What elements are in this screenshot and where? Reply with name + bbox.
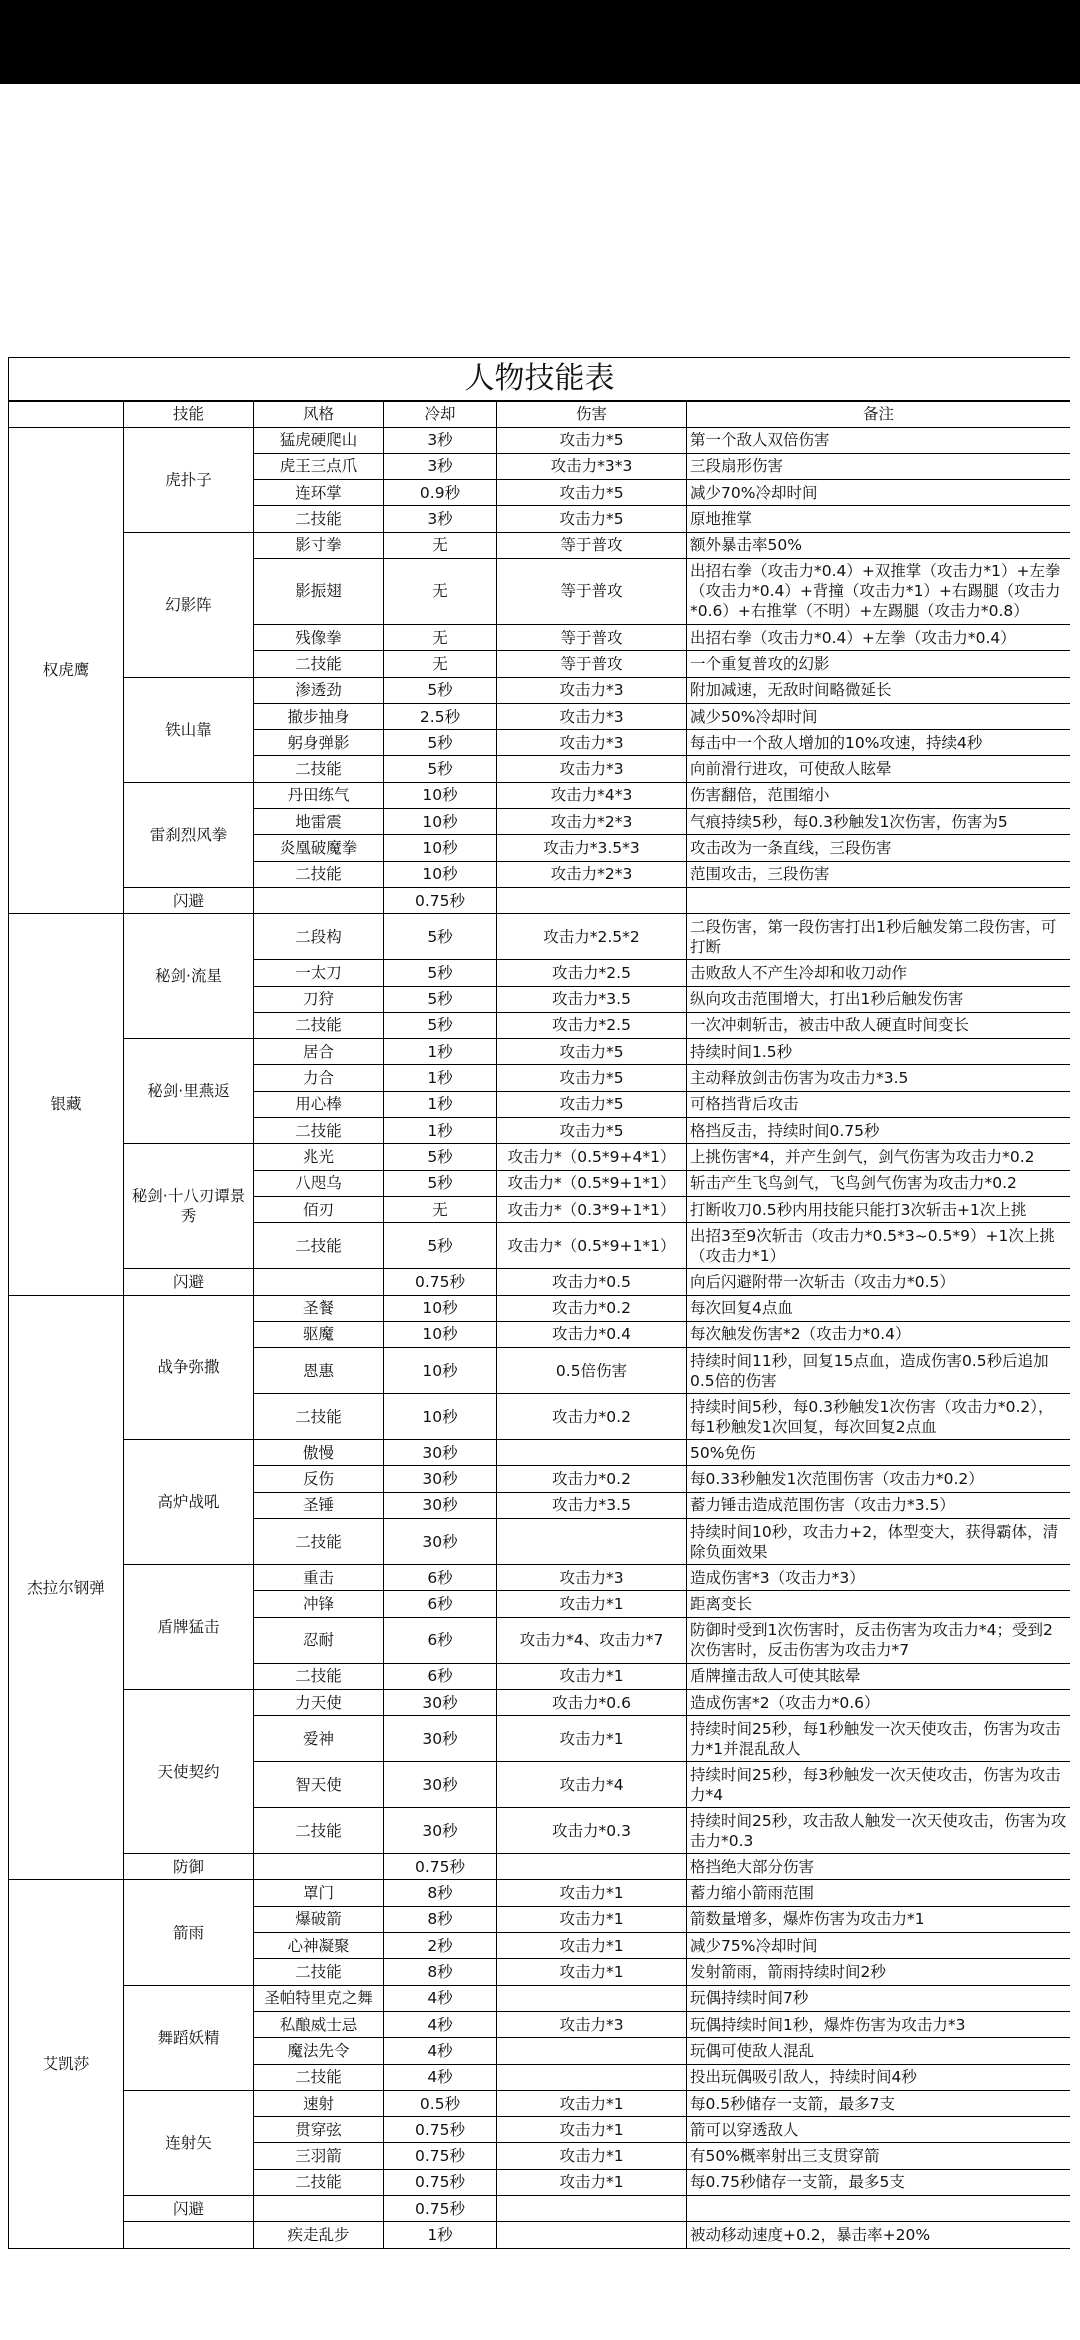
- table-row: [9, 677, 1071, 703]
- damage-cell: 攻击力*2.5: [497, 960, 687, 986]
- note-cell: 减少75%冷却时间: [687, 1933, 1071, 1959]
- style-cell: 二技能: [254, 1959, 384, 1985]
- cooldown-cell: 30秒: [384, 1492, 497, 1518]
- damage-cell: 攻击力*5: [497, 1091, 687, 1117]
- style-cell: [254, 887, 384, 913]
- cooldown-cell: 无: [384, 651, 497, 677]
- cooldown-cell: 10秒: [384, 809, 497, 835]
- damage-cell: 攻击力*（0.5*9+1*1）: [497, 1223, 687, 1269]
- style-cell: 忍耐: [254, 1617, 384, 1663]
- note-cell: 气痕持续5秒，每0.3秒触发1次伤害，伤害为5: [687, 809, 1071, 835]
- style-cell: 二技能: [254, 1012, 384, 1038]
- note-cell: 距离变长: [687, 1591, 1071, 1617]
- note-cell: 向后闪避附带一次斩击（攻击力*0.5）: [687, 1269, 1071, 1295]
- note-cell: 原地推掌: [687, 506, 1071, 532]
- note-cell: 玩偶可使敌人混乱: [687, 2038, 1071, 2064]
- table-row: [9, 1880, 1071, 1906]
- style-cell: 佰刃: [254, 1196, 384, 1222]
- style-cell: 重击: [254, 1565, 384, 1591]
- cooldown-cell: 30秒: [384, 1716, 497, 1762]
- table-row: [9, 1269, 1071, 1295]
- style-cell: 虎王三点爪: [254, 453, 384, 479]
- style-cell: 二技能: [254, 861, 384, 887]
- note-cell: [687, 887, 1071, 913]
- note-cell: 纵向攻击范围增大，打出1秒后触发伤害: [687, 986, 1071, 1012]
- cooldown-cell: 0.5秒: [384, 2090, 497, 2116]
- damage-cell: 攻击力*0.2: [497, 1466, 687, 1492]
- style-cell: 二技能: [254, 1118, 384, 1144]
- style-cell: 傲慢: [254, 1440, 384, 1466]
- note-cell: 主动释放剑击伤害为攻击力*3.5: [687, 1065, 1071, 1091]
- note-cell: 投出玩偶吸引敌人，持续时间4秒: [687, 2064, 1071, 2090]
- cooldown-cell: 4秒: [384, 2011, 497, 2037]
- style-cell: 反伤: [254, 1466, 384, 1492]
- note-cell: 玩偶持续时间1秒，爆炸伤害为攻击力*3: [687, 2011, 1071, 2037]
- table-row: [9, 1854, 1071, 1880]
- damage-cell: 攻击力*1: [497, 2169, 687, 2195]
- cooldown-cell: 2.5秒: [384, 703, 497, 729]
- note-cell: 格挡绝大部分伤害: [687, 1854, 1071, 1880]
- cooldown-cell: 5秒: [384, 960, 497, 986]
- damage-cell: 攻击力*2*3: [497, 809, 687, 835]
- skill-name-cell: 秘剑·十八刃谭景秀: [124, 1144, 254, 1269]
- skill-name-cell: 高炉战吼: [124, 1440, 254, 1565]
- style-cell: 力合: [254, 1065, 384, 1091]
- style-cell: 地雷震: [254, 809, 384, 835]
- damage-cell: 攻击力*1: [497, 1716, 687, 1762]
- style-cell: [254, 1854, 384, 1880]
- damage-cell: 攻击力*1: [497, 1663, 687, 1689]
- style-cell: 二段构: [254, 914, 384, 960]
- damage-cell: 攻击力*（0.3*9+1*1）: [497, 1196, 687, 1222]
- cooldown-cell: 0.75秒: [384, 2117, 497, 2143]
- cooldown-cell: 3秒: [384, 506, 497, 532]
- title-row: [9, 358, 1071, 402]
- note-cell: 附加减速，无敌时间略微延长: [687, 677, 1071, 703]
- damage-cell: 攻击力*0.6: [497, 1689, 687, 1715]
- cooldown-cell: 4秒: [384, 2038, 497, 2064]
- damage-cell: [497, 2222, 687, 2248]
- damage-cell: [497, 1519, 687, 1565]
- cooldown-cell: 30秒: [384, 1762, 497, 1808]
- cooldown-cell: 1秒: [384, 1118, 497, 1144]
- damage-cell: 攻击力*5: [497, 480, 687, 506]
- note-cell: 伤害翻倍，范围缩小: [687, 782, 1071, 808]
- damage-cell: 攻击力*3.5: [497, 1492, 687, 1518]
- style-cell: 用心棒: [254, 1091, 384, 1117]
- cooldown-cell: 5秒: [384, 730, 497, 756]
- note-cell: 打断收刀0.5秒内用技能只能打3次斩击+1次上挑: [687, 1196, 1071, 1222]
- cooldown-cell: 10秒: [384, 1394, 497, 1440]
- note-cell: 出招右拳（攻击力*0.4）+双推掌（攻击力*1）+左拳（攻击力*0.4）+背撞（攻击力*1）+右踢腿（攻击力*0.6）+右推掌（不明）+左踢腿（攻击力*0.8）: [687, 558, 1071, 624]
- skill-name-cell: 舞蹈妖精: [124, 1985, 254, 2090]
- cooldown-cell: 5秒: [384, 677, 497, 703]
- style-cell: 力天使: [254, 1689, 384, 1715]
- style-cell: 八咫乌: [254, 1170, 384, 1196]
- style-cell: 二技能: [254, 756, 384, 782]
- style-cell: 兆光: [254, 1144, 384, 1170]
- damage-cell: [497, 1440, 687, 1466]
- damage-cell: 攻击力*3: [497, 730, 687, 756]
- table-row: [9, 914, 1071, 960]
- style-cell: 刀狩: [254, 986, 384, 1012]
- damage-cell: 攻击力*5: [497, 427, 687, 453]
- damage-cell: [497, 1985, 687, 2011]
- header-style: 风格: [254, 401, 384, 427]
- cooldown-cell: 6秒: [384, 1591, 497, 1617]
- cooldown-cell: 30秒: [384, 1808, 497, 1854]
- damage-cell: 攻击力*1: [497, 1933, 687, 1959]
- table-row: [9, 1295, 1071, 1321]
- damage-cell: 攻击力*4*3: [497, 782, 687, 808]
- cooldown-cell: 10秒: [384, 782, 497, 808]
- note-cell: 持续时间25秒，攻击敌人触发一次天使攻击，伤害为攻击力*0.3: [687, 1808, 1071, 1854]
- cooldown-cell: 10秒: [384, 1348, 497, 1394]
- cooldown-cell: 1秒: [384, 1039, 497, 1065]
- damage-cell: 攻击力*3: [497, 756, 687, 782]
- damage-cell: 攻击力*1: [497, 1591, 687, 1617]
- cooldown-cell: 10秒: [384, 835, 497, 861]
- skill-name-cell: 闪避: [124, 887, 254, 913]
- style-cell: 二技能: [254, 1808, 384, 1854]
- style-cell: 影寸拳: [254, 532, 384, 558]
- skill-name-cell: 防御: [124, 1854, 254, 1880]
- skill-name-cell: 闪避: [124, 2196, 254, 2222]
- damage-cell: 攻击力*4、攻击力*7: [497, 1617, 687, 1663]
- table-row: [9, 2222, 1071, 2248]
- header-cooldown: 冷却: [384, 401, 497, 427]
- damage-cell: 攻击力*3*3: [497, 453, 687, 479]
- note-cell: 一次冲刺斩击，被击中敌人硬直时间变长: [687, 1012, 1071, 1038]
- note-cell: 发射箭雨，箭雨持续时间2秒: [687, 1959, 1071, 1985]
- cooldown-cell: 2秒: [384, 1933, 497, 1959]
- table-row: [9, 1689, 1071, 1715]
- character-name-cell: 杰拉尔钢弹: [9, 1295, 124, 1880]
- style-cell: 撤步抽身: [254, 703, 384, 729]
- damage-cell: 攻击力*0.3: [497, 1808, 687, 1854]
- note-cell: 减少50%冷却时间: [687, 703, 1071, 729]
- cooldown-cell: 30秒: [384, 1689, 497, 1715]
- style-cell: 残像拳: [254, 624, 384, 650]
- damage-cell: 攻击力*0.5: [497, 1269, 687, 1295]
- note-cell: 防御时受到1次伤害时，反击伤害为攻击力*4；受到2次伤害时，反击伤害为攻击力*7: [687, 1617, 1071, 1663]
- cooldown-cell: 0.75秒: [384, 2169, 497, 2195]
- damage-cell: 攻击力*0.2: [497, 1394, 687, 1440]
- damage-cell: [497, 1854, 687, 1880]
- style-cell: 二技能: [254, 1663, 384, 1689]
- table-row: [9, 1039, 1071, 1065]
- skill-name-cell: 秘剑·流星: [124, 914, 254, 1039]
- style-cell: 二技能: [254, 506, 384, 532]
- table-row: [9, 887, 1071, 913]
- note-cell: 50%免伤: [687, 1440, 1071, 1466]
- damage-cell: 等于普攻: [497, 558, 687, 624]
- damage-cell: 攻击力*2.5*2: [497, 914, 687, 960]
- cooldown-cell: 1秒: [384, 1091, 497, 1117]
- style-cell: 炎凰破魔拳: [254, 835, 384, 861]
- note-cell: 每0.75秒储存一支箭，最多5支: [687, 2169, 1071, 2195]
- style-cell: 私酿威士忌: [254, 2011, 384, 2037]
- cooldown-cell: 0.75秒: [384, 1854, 497, 1880]
- top-black-bar: [0, 0, 1080, 84]
- skill-name-cell: 幻影阵: [124, 532, 254, 677]
- style-cell: 一太刀: [254, 960, 384, 986]
- note-cell: 每次触发伤害*2（攻击力*0.4）: [687, 1321, 1071, 1347]
- skill-name-cell: 雷刹烈风拳: [124, 782, 254, 887]
- damage-cell: [497, 887, 687, 913]
- note-cell: 攻击改为一条直线，三段伤害: [687, 835, 1071, 861]
- note-cell: 持续时间11秒，回复15点血，造成伤害0.5秒后追加0.5倍的伤害: [687, 1348, 1071, 1394]
- cooldown-cell: 3秒: [384, 427, 497, 453]
- cooldown-cell: 1秒: [384, 1065, 497, 1091]
- damage-cell: 攻击力*4: [497, 1762, 687, 1808]
- cooldown-cell: 30秒: [384, 1466, 497, 1492]
- cooldown-cell: 5秒: [384, 756, 497, 782]
- cooldown-cell: 5秒: [384, 1223, 497, 1269]
- style-cell: 三羽箭: [254, 2143, 384, 2169]
- damage-cell: 攻击力*5: [497, 1118, 687, 1144]
- table-row: [9, 427, 1071, 453]
- note-cell: 蓄力锤击造成范围伤害（攻击力*3.5）: [687, 1492, 1071, 1518]
- cooldown-cell: 0.75秒: [384, 1269, 497, 1295]
- note-cell: 每击中一个敌人增加的10%攻速，持续4秒: [687, 730, 1071, 756]
- cooldown-cell: 8秒: [384, 1906, 497, 1932]
- damage-cell: 攻击力*3: [497, 2011, 687, 2037]
- damage-cell: 攻击力*1: [497, 1906, 687, 1932]
- note-cell: 持续时间25秒，每3秒触发一次天使攻击，伤害为攻击力*4: [687, 1762, 1071, 1808]
- note-cell: 三段扇形伤害: [687, 453, 1071, 479]
- note-cell: 上挑伤害*4，并产生剑气，剑气伤害为攻击力*0.2: [687, 1144, 1071, 1170]
- cooldown-cell: 5秒: [384, 1144, 497, 1170]
- table-row: [9, 1565, 1071, 1591]
- style-cell: 二技能: [254, 2169, 384, 2195]
- header-damage: 伤害: [497, 401, 687, 427]
- style-cell: 丹田练气: [254, 782, 384, 808]
- header-notes: 备注: [687, 401, 1071, 427]
- cooldown-cell: 无: [384, 624, 497, 650]
- note-cell: 出招3至9次斩击（攻击力*0.5*3~0.5*9）+1次上挑（攻击力*1）: [687, 1223, 1071, 1269]
- note-cell: 持续时间5秒，每0.3秒触发1次伤害（攻击力*0.2），每1秒触发1次回复，每次回复2点血: [687, 1394, 1071, 1440]
- character-name-cell: 权虎鹰: [9, 427, 124, 914]
- damage-cell: 0.5倍伤害: [497, 1348, 687, 1394]
- note-cell: 范围攻击，三段伤害: [687, 861, 1071, 887]
- damage-cell: 攻击力*2.5: [497, 1012, 687, 1038]
- damage-cell: 攻击力*3: [497, 677, 687, 703]
- style-cell: 二技能: [254, 1519, 384, 1565]
- note-cell: 持续时间25秒，每1秒触发一次天使攻击，伤害为攻击力*1并混乱敌人: [687, 1716, 1071, 1762]
- cooldown-cell: 无: [384, 558, 497, 624]
- cooldown-cell: 4秒: [384, 2064, 497, 2090]
- damage-cell: 攻击力*（0.5*9+1*1）: [497, 1170, 687, 1196]
- damage-cell: 攻击力*1: [497, 2090, 687, 2116]
- damage-cell: 攻击力*1: [497, 1880, 687, 1906]
- style-cell: 爱神: [254, 1716, 384, 1762]
- style-cell: 猛虎硬爬山: [254, 427, 384, 453]
- cooldown-cell: 4秒: [384, 1985, 497, 2011]
- skill-name-cell: 秘剑·里燕返: [124, 1039, 254, 1144]
- note-cell: 向前滑行进攻，可使敌人眩晕: [687, 756, 1071, 782]
- cooldown-cell: 6秒: [384, 1617, 497, 1663]
- note-cell: 每0.33秒触发1次范围伤害（攻击力*0.2）: [687, 1466, 1071, 1492]
- note-cell: 每0.5秒储存一支箭，最多7支: [687, 2090, 1071, 2116]
- style-cell: 贯穿弦: [254, 2117, 384, 2143]
- cooldown-cell: 5秒: [384, 914, 497, 960]
- style-cell: 圣餐: [254, 1295, 384, 1321]
- note-cell: 持续时间10秒，攻击力+2，体型变大，获得霸体，清除负面效果: [687, 1519, 1071, 1565]
- cooldown-cell: 10秒: [384, 1295, 497, 1321]
- table-title: 人物技能表: [9, 358, 1071, 402]
- skill-name-cell: 连射矢: [124, 2090, 254, 2195]
- damage-cell: 攻击力*5: [497, 1065, 687, 1091]
- character-name-cell: 艾凯莎: [9, 1880, 124, 2248]
- header-skill: 技能: [124, 401, 254, 427]
- note-cell: 盾牌撞击敌人可使其眩晕: [687, 1663, 1071, 1689]
- damage-cell: 攻击力*3: [497, 1565, 687, 1591]
- note-cell: 斩击产生飞鸟剑气，飞鸟剑气伤害为攻击力*0.2: [687, 1170, 1071, 1196]
- style-cell: 爆破箭: [254, 1906, 384, 1932]
- skill-table: [8, 357, 1070, 2249]
- cooldown-cell: 6秒: [384, 1663, 497, 1689]
- style-cell: 魔法先令: [254, 2038, 384, 2064]
- table-row: [9, 1440, 1071, 1466]
- style-cell: 躬身弹影: [254, 730, 384, 756]
- style-cell: 二技能: [254, 1223, 384, 1269]
- table-row: [9, 782, 1071, 808]
- style-cell: 速射: [254, 2090, 384, 2116]
- damage-cell: 等于普攻: [497, 624, 687, 650]
- note-cell: 持续时间1.5秒: [687, 1039, 1071, 1065]
- cooldown-cell: 无: [384, 1196, 497, 1222]
- note-cell: 被动移动速度+0.2，暴击率+20%: [687, 2222, 1071, 2248]
- note-cell: 可格挡背后攻击: [687, 1091, 1071, 1117]
- damage-cell: 攻击力*1: [497, 2117, 687, 2143]
- damage-cell: 攻击力*3: [497, 703, 687, 729]
- skill-name-cell: 虎扑子: [124, 427, 254, 532]
- style-cell: [254, 1269, 384, 1295]
- damage-cell: 攻击力*1: [497, 2143, 687, 2169]
- damage-cell: 攻击力*1: [497, 1959, 687, 1985]
- damage-cell: 等于普攻: [497, 651, 687, 677]
- note-cell: 蓄力缩小箭雨范围: [687, 1880, 1071, 1906]
- cooldown-cell: 5秒: [384, 986, 497, 1012]
- damage-cell: 攻击力*3.5: [497, 986, 687, 1012]
- damage-cell: [497, 2196, 687, 2222]
- damage-cell: 攻击力*0.2: [497, 1295, 687, 1321]
- style-cell: 二技能: [254, 651, 384, 677]
- cooldown-cell: 0.75秒: [384, 887, 497, 913]
- cooldown-cell: 8秒: [384, 1880, 497, 1906]
- table-row: [9, 2090, 1071, 2116]
- damage-cell: 攻击力*5: [497, 1039, 687, 1065]
- cooldown-cell: 10秒: [384, 861, 497, 887]
- note-cell: 二段伤害，第一段伤害打出1秒后触发第二段伤害，可打断: [687, 914, 1071, 960]
- style-cell: 智天使: [254, 1762, 384, 1808]
- skill-name-cell: [124, 2222, 254, 2248]
- style-cell: 疾走乱步: [254, 2222, 384, 2248]
- header-row: [9, 401, 1071, 427]
- table-row: [9, 1985, 1071, 2011]
- skill-name-cell: 铁山靠: [124, 677, 254, 782]
- style-cell: 连环掌: [254, 480, 384, 506]
- note-cell: 造成伤害*2（攻击力*0.6）: [687, 1689, 1071, 1715]
- note-cell: 额外暴击率50%: [687, 532, 1071, 558]
- note-cell: 玩偶持续时间7秒: [687, 1985, 1071, 2011]
- note-cell: 格挡反击，持续时间0.75秒: [687, 1118, 1071, 1144]
- table-row: [9, 1144, 1071, 1170]
- skill-name-cell: 天使契约: [124, 1689, 254, 1853]
- cooldown-cell: 6秒: [384, 1565, 497, 1591]
- cooldown-cell: 8秒: [384, 1959, 497, 1985]
- header-character: [9, 401, 124, 427]
- cooldown-cell: 3秒: [384, 453, 497, 479]
- style-cell: 影振翅: [254, 558, 384, 624]
- style-cell: [254, 2196, 384, 2222]
- skill-name-cell: 盾牌猛击: [124, 1565, 254, 1690]
- damage-cell: 攻击力*（0.5*9+4*1）: [497, 1144, 687, 1170]
- character-name-cell: 银藏: [9, 914, 124, 1295]
- cooldown-cell: 30秒: [384, 1519, 497, 1565]
- cooldown-cell: 5秒: [384, 1170, 497, 1196]
- note-cell: 每次回复4点血: [687, 1295, 1071, 1321]
- style-cell: 圣锤: [254, 1492, 384, 1518]
- cooldown-cell: 10秒: [384, 1321, 497, 1347]
- cooldown-cell: 1秒: [384, 2222, 497, 2248]
- note-cell: 一个重复普攻的幻影: [687, 651, 1071, 677]
- note-cell: 有50%概率射出三支贯穿箭: [687, 2143, 1071, 2169]
- note-cell: 箭可以穿透敌人: [687, 2117, 1071, 2143]
- note-cell: 减少70%冷却时间: [687, 480, 1071, 506]
- cooldown-cell: 0.75秒: [384, 2143, 497, 2169]
- damage-cell: 攻击力*0.4: [497, 1321, 687, 1347]
- style-cell: 圣帕特里克之舞: [254, 1985, 384, 2011]
- style-cell: 二技能: [254, 1394, 384, 1440]
- damage-cell: 等于普攻: [497, 532, 687, 558]
- damage-cell: 攻击力*2*3: [497, 861, 687, 887]
- damage-cell: 攻击力*3.5*3: [497, 835, 687, 861]
- skill-table-sheet: [8, 357, 1070, 2340]
- table-row: [9, 2196, 1071, 2222]
- skill-name-cell: 箭雨: [124, 1880, 254, 1985]
- style-cell: 驱魔: [254, 1321, 384, 1347]
- style-cell: 罩门: [254, 1880, 384, 1906]
- damage-cell: [497, 2038, 687, 2064]
- style-cell: 冲锋: [254, 1591, 384, 1617]
- cooldown-cell: 无: [384, 532, 497, 558]
- table-row: [9, 532, 1071, 558]
- cooldown-cell: 5秒: [384, 1012, 497, 1038]
- note-cell: 第一个敌人双倍伤害: [687, 427, 1071, 453]
- style-cell: 恩惠: [254, 1348, 384, 1394]
- note-cell: [687, 2196, 1071, 2222]
- skill-name-cell: 战争弥撒: [124, 1295, 254, 1440]
- skill-name-cell: 闪避: [124, 1269, 254, 1295]
- note-cell: 箭数量增多，爆炸伤害为攻击力*1: [687, 1906, 1071, 1932]
- style-cell: 居合: [254, 1039, 384, 1065]
- damage-cell: 攻击力*5: [497, 506, 687, 532]
- style-cell: 心神凝聚: [254, 1933, 384, 1959]
- cooldown-cell: 30秒: [384, 1440, 497, 1466]
- cooldown-cell: 0.75秒: [384, 2196, 497, 2222]
- note-cell: 造成伤害*3（攻击力*3）: [687, 1565, 1071, 1591]
- style-cell: 渗透劲: [254, 677, 384, 703]
- note-cell: 击败敌人不产生冷却和收刀动作: [687, 960, 1071, 986]
- damage-cell: [497, 2064, 687, 2090]
- style-cell: 二技能: [254, 2064, 384, 2090]
- note-cell: 出招右拳（攻击力*0.4）+左拳（攻击力*0.4）: [687, 624, 1071, 650]
- cooldown-cell: 0.9秒: [384, 480, 497, 506]
